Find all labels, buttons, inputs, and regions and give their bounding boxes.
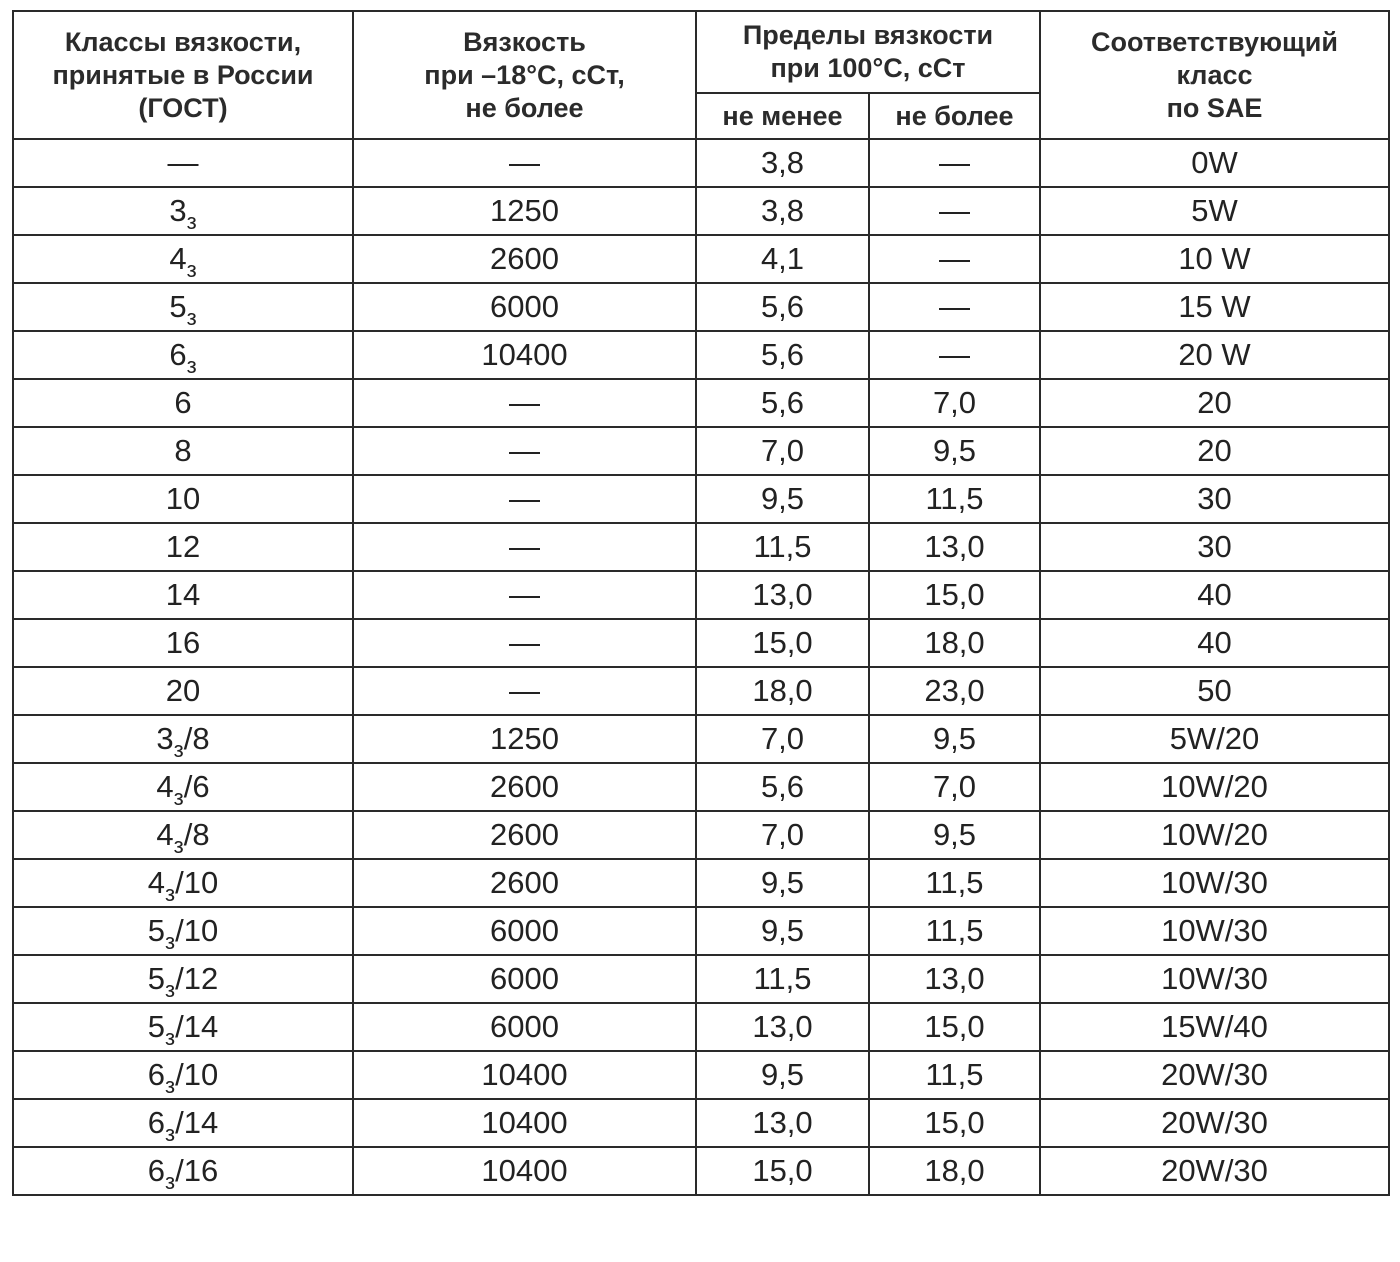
cell-viscosity-minus18: 10400	[353, 1147, 696, 1195]
viscosity-classes-table	[12, 10, 1390, 1196]
cell-limit-max: 7,0	[869, 763, 1040, 811]
header-sae-line-2: класс	[1176, 59, 1253, 90]
cell-limit-max: 15,0	[869, 571, 1040, 619]
cell-sae-class: 40	[1040, 619, 1389, 667]
cell-limit-max: —	[869, 283, 1040, 331]
gost-class-base: 6	[147, 1057, 166, 1092]
table-row	[13, 235, 1389, 283]
cell-gost-class	[13, 427, 353, 475]
table-row	[13, 715, 1389, 763]
gost-class-suffix: /14	[175, 1009, 219, 1044]
gost-class-suffix: /12	[175, 961, 219, 996]
cell-viscosity-minus18: —	[353, 523, 696, 571]
header-max: не более	[869, 93, 1040, 139]
cell-limit-max: 7,0	[869, 379, 1040, 427]
cell-limit-min: 7,0	[696, 715, 869, 763]
cell-limit-min: 5,6	[696, 379, 869, 427]
cell-limit-min: 9,5	[696, 907, 869, 955]
cell-limit-min: 15,0	[696, 1147, 869, 1195]
gost-class-subscript: з	[173, 785, 184, 810]
table-row	[13, 763, 1389, 811]
cell-viscosity-minus18: —	[353, 571, 696, 619]
cell-limit-min: 18,0	[696, 667, 869, 715]
cell-limit-min: 9,5	[696, 859, 869, 907]
cell-gost-class	[13, 715, 353, 763]
cell-sae-class: 20 W	[1040, 331, 1389, 379]
gost-class-base: 5	[147, 913, 166, 948]
cell-gost-class	[13, 187, 353, 235]
header-visc-line-3: не более	[465, 92, 584, 123]
cell-sae-class: 0W	[1040, 139, 1389, 187]
cell-viscosity-minus18: —	[353, 379, 696, 427]
cell-limit-min: 5,6	[696, 283, 869, 331]
gost-class-base: 4	[156, 817, 174, 852]
header-min: не менее	[696, 93, 869, 139]
cell-limit-min: 5,6	[696, 763, 869, 811]
cell-limit-max: 15,0	[869, 1099, 1040, 1147]
cell-limit-max: 11,5	[869, 907, 1040, 955]
cell-viscosity-minus18: 2600	[353, 811, 696, 859]
gost-class-subscript: з	[165, 1169, 176, 1194]
cell-viscosity-minus18: —	[353, 139, 696, 187]
gost-class-base: 3	[156, 721, 174, 756]
table-body	[13, 139, 1389, 1195]
cell-limit-max: 18,0	[869, 1147, 1040, 1195]
cell-limit-max: 9,5	[869, 715, 1040, 763]
table-row	[13, 475, 1389, 523]
table-row	[13, 1147, 1389, 1195]
gost-class-base: 4	[169, 241, 187, 276]
cell-viscosity-minus18: 2600	[353, 235, 696, 283]
gost-class-base: 5	[147, 1009, 166, 1044]
cell-sae-class: 10W/20	[1040, 811, 1389, 859]
cell-limit-max: —	[869, 139, 1040, 187]
cell-viscosity-minus18: —	[353, 667, 696, 715]
cell-gost-class	[13, 139, 353, 187]
cell-limit-min: 13,0	[696, 1099, 869, 1147]
cell-limit-min: 7,0	[696, 427, 869, 475]
cell-limit-max: 13,0	[869, 955, 1040, 1003]
table-row	[13, 1051, 1389, 1099]
cell-gost-class	[13, 283, 353, 331]
table-row	[13, 955, 1389, 1003]
gost-class-suffix: /8	[183, 817, 210, 852]
gost-class-base: 8	[174, 433, 192, 468]
header-gost-class	[13, 11, 353, 139]
gost-class-subscript: з	[186, 257, 197, 282]
gost-class-suffix: /10	[175, 865, 219, 900]
cell-limit-max: 15,0	[869, 1003, 1040, 1051]
cell-gost-class	[13, 859, 353, 907]
cell-limit-min: 13,0	[696, 571, 869, 619]
cell-limit-max: 9,5	[869, 427, 1040, 475]
table-row	[13, 667, 1389, 715]
cell-limit-min: 11,5	[696, 523, 869, 571]
gost-class-base: 4	[147, 865, 166, 900]
cell-gost-class	[13, 907, 353, 955]
gost-class-base: 6	[174, 385, 192, 420]
gost-class-subscript: з	[165, 1073, 176, 1098]
cell-sae-class: 30	[1040, 523, 1389, 571]
cell-sae-class: 5W/20	[1040, 715, 1389, 763]
gost-class-base: 12	[165, 529, 201, 564]
cell-sae-class: 20W/30	[1040, 1099, 1389, 1147]
table-row	[13, 907, 1389, 955]
header-visc-line-2: при –18°С, сСт,	[424, 59, 625, 90]
table-row	[13, 331, 1389, 379]
gost-class-subscript: з	[165, 881, 176, 906]
cell-viscosity-minus18: 6000	[353, 955, 696, 1003]
cell-limit-min: 9,5	[696, 475, 869, 523]
cell-limit-min: 5,6	[696, 331, 869, 379]
gost-class-subscript: з	[186, 209, 197, 234]
table-row	[13, 811, 1389, 859]
cell-limit-max: 11,5	[869, 859, 1040, 907]
gost-class-base: 5	[169, 289, 187, 324]
cell-limit-max: 11,5	[869, 475, 1040, 523]
cell-limit-max: —	[869, 235, 1040, 283]
cell-gost-class	[13, 1051, 353, 1099]
cell-viscosity-minus18: —	[353, 427, 696, 475]
cell-viscosity-minus18: —	[353, 475, 696, 523]
gost-class-suffix: /10	[175, 913, 219, 948]
cell-gost-class	[13, 811, 353, 859]
table-row	[13, 139, 1389, 187]
gost-class-base: 4	[156, 769, 174, 804]
gost-class-subscript: з	[173, 737, 184, 762]
cell-viscosity-minus18: 1250	[353, 715, 696, 763]
cell-sae-class: 10 W	[1040, 235, 1389, 283]
cell-sae-class: 10W/20	[1040, 763, 1389, 811]
cell-limit-max: 23,0	[869, 667, 1040, 715]
cell-limit-min: 9,5	[696, 1051, 869, 1099]
cell-gost-class	[13, 763, 353, 811]
cell-viscosity-minus18: 6000	[353, 283, 696, 331]
gost-class-base: 14	[165, 577, 201, 612]
header-viscosity-minus18	[353, 11, 696, 139]
table-row	[13, 283, 1389, 331]
cell-limit-max: 11,5	[869, 1051, 1040, 1099]
gost-class-base: 6	[169, 337, 187, 372]
table-row	[13, 571, 1389, 619]
cell-viscosity-minus18: 10400	[353, 331, 696, 379]
cell-gost-class	[13, 1147, 353, 1195]
gost-class-base: 3	[169, 193, 187, 228]
cell-sae-class: 20W/30	[1040, 1147, 1389, 1195]
gost-class-suffix: /14	[175, 1105, 219, 1140]
gost-class-subscript: з	[186, 353, 197, 378]
header-viscosity-limits-100	[696, 11, 1040, 93]
cell-gost-class	[13, 667, 353, 715]
cell-gost-class	[13, 571, 353, 619]
cell-sae-class: 10W/30	[1040, 859, 1389, 907]
cell-gost-class	[13, 475, 353, 523]
cell-gost-class	[13, 523, 353, 571]
cell-gost-class	[13, 619, 353, 667]
cell-sae-class: 10W/30	[1040, 907, 1389, 955]
cell-gost-class	[13, 1099, 353, 1147]
gost-class-base: 6	[147, 1153, 166, 1188]
cell-limit-min: 3,8	[696, 187, 869, 235]
cell-sae-class: 20	[1040, 379, 1389, 427]
cell-viscosity-minus18: 10400	[353, 1099, 696, 1147]
header-limits-line-2: при 100°С, сСт	[770, 53, 966, 83]
cell-sae-class: 20	[1040, 427, 1389, 475]
cell-limit-max: 13,0	[869, 523, 1040, 571]
table-header	[13, 11, 1389, 139]
cell-limit-min: 7,0	[696, 811, 869, 859]
cell-limit-min: 13,0	[696, 1003, 869, 1051]
cell-limit-min: 15,0	[696, 619, 869, 667]
cell-limit-max: 18,0	[869, 619, 1040, 667]
cell-sae-class: 20W/30	[1040, 1051, 1389, 1099]
cell-gost-class	[13, 331, 353, 379]
header-sae-line-1: Соответствующий	[1090, 26, 1339, 57]
gost-class-base: —	[167, 145, 199, 180]
cell-sae-class: 30	[1040, 475, 1389, 523]
cell-gost-class	[13, 955, 353, 1003]
gost-class-base: 16	[165, 625, 201, 660]
header-sae-line-3: по SAE	[1166, 92, 1263, 123]
gost-class-suffix: /8	[183, 721, 210, 756]
table-row	[13, 619, 1389, 667]
table-row	[13, 427, 1389, 475]
header-sae-class	[1040, 11, 1389, 139]
cell-viscosity-minus18: —	[353, 619, 696, 667]
gost-class-suffix: /16	[175, 1153, 219, 1188]
cell-sae-class: 15W/40	[1040, 1003, 1389, 1051]
gost-class-base: 10	[165, 481, 201, 516]
cell-viscosity-minus18: 2600	[353, 859, 696, 907]
gost-class-subscript: з	[186, 305, 197, 330]
gost-class-suffix: /6	[183, 769, 210, 804]
header-limits-line-1: Пределы вязкости	[742, 20, 994, 50]
table-row	[13, 379, 1389, 427]
gost-class-subscript: з	[165, 1121, 176, 1146]
header-gost-line-2: принятые в России	[52, 59, 314, 90]
table-row	[13, 1099, 1389, 1147]
cell-sae-class: 5W	[1040, 187, 1389, 235]
header-visc-line-1: Вязкость	[463, 26, 586, 57]
cell-viscosity-minus18: 10400	[353, 1051, 696, 1099]
cell-viscosity-minus18: 6000	[353, 907, 696, 955]
header-gost-line-1: Классы вязкости,	[64, 26, 302, 57]
cell-gost-class	[13, 379, 353, 427]
gost-class-suffix: /10	[175, 1057, 219, 1092]
table-row	[13, 187, 1389, 235]
cell-limit-max: —	[869, 331, 1040, 379]
cell-sae-class: 15 W	[1040, 283, 1389, 331]
gost-class-subscript: з	[165, 977, 176, 1002]
cell-gost-class	[13, 1003, 353, 1051]
cell-viscosity-minus18: 1250	[353, 187, 696, 235]
gost-class-base: 20	[165, 673, 201, 708]
header-gost-line-3: (ГОСТ)	[138, 92, 228, 123]
gost-class-base: 6	[147, 1105, 166, 1140]
table-row	[13, 859, 1389, 907]
gost-class-base: 5	[147, 961, 166, 996]
cell-limit-max: 9,5	[869, 811, 1040, 859]
gost-class-subscript: з	[165, 929, 176, 954]
cell-limit-min: 4,1	[696, 235, 869, 283]
cell-gost-class	[13, 235, 353, 283]
cell-sae-class: 40	[1040, 571, 1389, 619]
cell-viscosity-minus18: 2600	[353, 763, 696, 811]
cell-sae-class: 50	[1040, 667, 1389, 715]
cell-limit-min: 11,5	[696, 955, 869, 1003]
cell-sae-class: 10W/30	[1040, 955, 1389, 1003]
table-row	[13, 1003, 1389, 1051]
viscosity-table-container	[12, 10, 1388, 1196]
cell-limit-max: —	[869, 187, 1040, 235]
gost-class-subscript: з	[165, 1025, 176, 1050]
cell-limit-min: 3,8	[696, 139, 869, 187]
gost-class-subscript: з	[173, 833, 184, 858]
cell-viscosity-minus18: 6000	[353, 1003, 696, 1051]
table-row	[13, 523, 1389, 571]
